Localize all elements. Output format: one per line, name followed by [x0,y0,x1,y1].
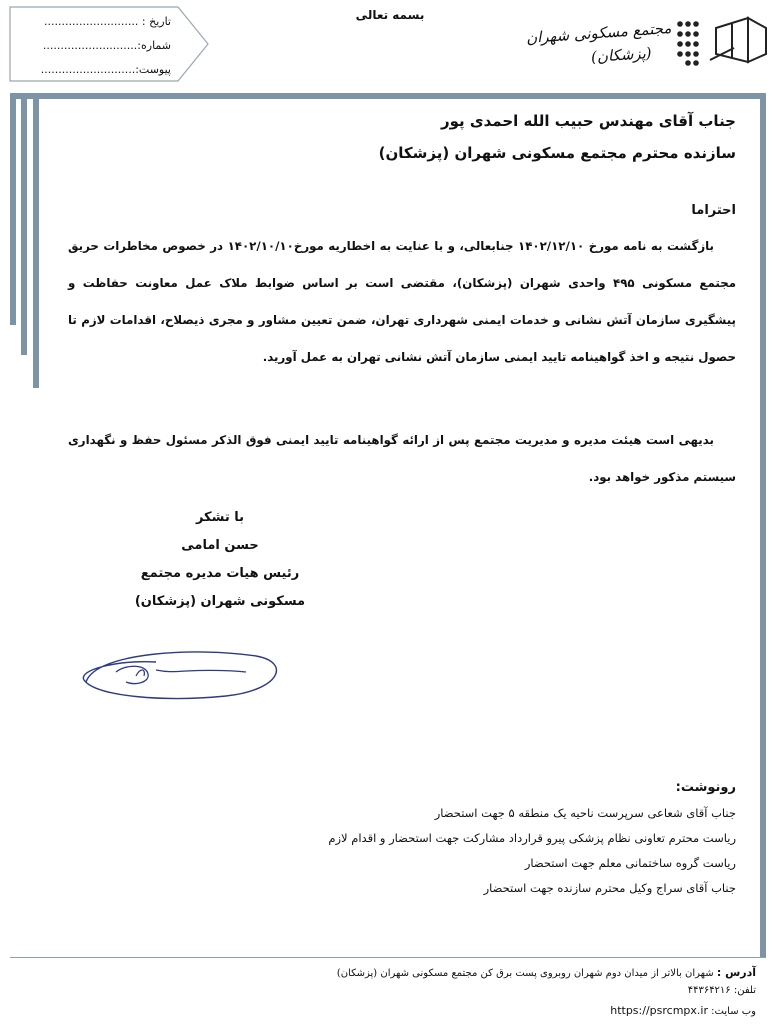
body-paragraph-2: بدیهی است هیئت مدیره و مدیریت مجتمع پس از ارائه گواهینامه تایید ایمنی فوق الذکر مسئول حفظ و نگهداری سیستم مذکور خواهد بود. [68,433,736,484]
frame-top-bar [10,93,766,99]
frame-left-bar-3 [33,93,39,388]
website-label: وب سایت: [711,1006,756,1017]
address-text: شهران بالاتر از میدان دوم شهران روبروی پست برق کن مجتمع مسکونی شهران (پزشکان) [336,968,714,979]
phone-label: تلفن: [733,985,756,996]
phone-number: ۴۴۳۶۴۲۱۶ [687,985,731,996]
footer-divider [10,957,766,958]
cc-item: جناب آقای شعاعی سرپرست ناحیه یک منطقه ۵ جهت استحضار [434,806,736,820]
salutation: احتراما [691,203,736,218]
logo-dots-icon [676,20,700,66]
number-field: شماره:........................... [42,39,171,52]
bismillah-heading: بسمه تعالی [355,8,425,22]
website-link[interactable]: https://psrcmpx.ir [610,1004,708,1017]
footer-website [610,1004,756,1017]
footer-address [337,966,756,979]
signatory-role: رئیس هیات مدیره مجتمع [140,566,300,581]
logo-subname: (پزشکان) [590,43,653,67]
signatory-name: حسن امامی [181,538,259,553]
handwritten-signature [76,642,286,704]
addressee-title: سازنده محترم مجتمع مسکونی شهران (پزشکان) [378,144,736,162]
attachment-field: پیوست:........................... [40,63,171,76]
building-dots-logo-icon [708,14,770,66]
footer-phone [688,985,756,996]
body-paragraph-1: بازگشت به نامه مورخ ۱۴۰۲/۱۲/۱۰ جنابعالی، و با عنایت به اخطاریه مورخ۱۴۰۲/۱۰/۱۰ در خصوص مخاطرات حریق مجتمع مسکونی ۴۹۵ واحدی شهران (پزشکان)، مقتضی است بر اساس ضوابط ملاک عمل معاونت حفاظت و پیشگیری سازمان آتش نشانی و خدمات ایمنی شهرداری تهران، ضمن تعیین مشاور و مجری ذیصلاح، اقدامات لازم تا حصول نتیجه و اخذ گواهینامه تایید ایمنی سازمان آتش نشانی تهران به عمل آورید. [68,239,737,364]
logo-name: مجتمع مسکونی شهران [526,18,673,48]
cc-item: جناب آقای سراج وکیل محترم سازنده جهت استحضار [483,881,736,895]
complex-logo [526,10,770,72]
addressee-name: جناب آقای مهندس حبیب الله احمدی پور [440,112,736,130]
address-label: آدرس : [716,966,756,979]
frame-right-bar [760,93,766,957]
signatory-organization: مسکونی شهران (پزشکان) [134,594,306,609]
cc-item: ریاست گروه ساختمانی معلم جهت استحضار [524,856,736,870]
frame-left-bar-1 [10,93,16,325]
date-field: تاریخ : ........................... [44,15,171,28]
frame-left-bar-2 [21,93,27,355]
cc-heading: رونوشت: [675,780,736,795]
cc-item: ریاست محترم تعاونی نظام پزشکی پیرو قرارداد مشارکت جهت استحضار و اقدام لازم [328,831,736,845]
signature-thanks: با تشکر [195,510,245,525]
letter-meta-box [8,5,211,83]
